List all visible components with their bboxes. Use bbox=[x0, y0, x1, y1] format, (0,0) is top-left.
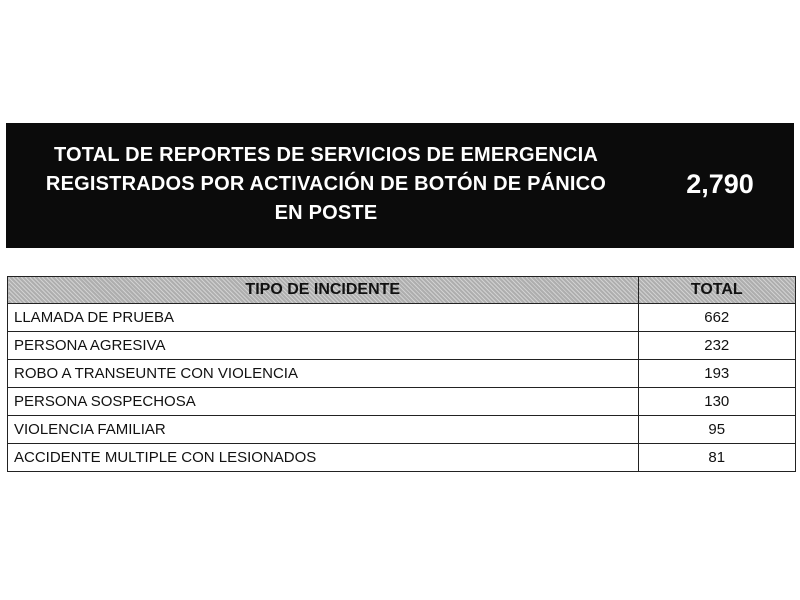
row-total-cell: 130 bbox=[638, 388, 795, 416]
row-tipo-cell: LLAMADA DE PRUEBA bbox=[8, 304, 639, 332]
row-tipo-cell: ROBO A TRANSEUNTE CON VIOLENCIA bbox=[8, 360, 639, 388]
table-header-row bbox=[8, 277, 796, 304]
header-total: TOTAL bbox=[638, 277, 795, 304]
banner-title bbox=[6, 141, 646, 228]
banner-title-line-3: EN POSTE bbox=[274, 202, 378, 224]
row-tipo-cell: VIOLENCIA FAMILIAR bbox=[8, 416, 639, 444]
row-total-cell: 232 bbox=[638, 332, 795, 360]
banner-title-line-1: TOTAL DE REPORTES DE SERVICIOS DE EMERGENCIA bbox=[53, 144, 599, 166]
table-row bbox=[8, 360, 796, 388]
row-total-cell: 95 bbox=[638, 416, 795, 444]
table-row bbox=[8, 304, 796, 332]
row-total-cell: 81 bbox=[638, 444, 795, 472]
row-tipo-cell: PERSONA SOSPECHOSA bbox=[8, 388, 639, 416]
summary-banner bbox=[6, 123, 794, 248]
row-tipo-cell: PERSONA AGRESIVA bbox=[8, 332, 639, 360]
banner-total-value: 2,790 bbox=[686, 169, 754, 199]
header-tipo-de-incidente: TIPO DE INCIDENTE bbox=[8, 277, 639, 304]
table-row bbox=[8, 388, 796, 416]
row-total-cell: 662 bbox=[638, 304, 795, 332]
table-row bbox=[8, 332, 796, 360]
incidents-table bbox=[7, 276, 796, 472]
table-row bbox=[8, 416, 796, 444]
row-tipo-cell: ACCIDENTE MULTIPLE CON LESIONADOS bbox=[8, 444, 639, 472]
banner-title-line-2: REGISTRADOS POR ACTIVACIÓN DE BOTÓN DE PÁNICO bbox=[45, 173, 607, 195]
row-total-cell: 193 bbox=[638, 360, 795, 388]
table-row bbox=[8, 444, 796, 472]
